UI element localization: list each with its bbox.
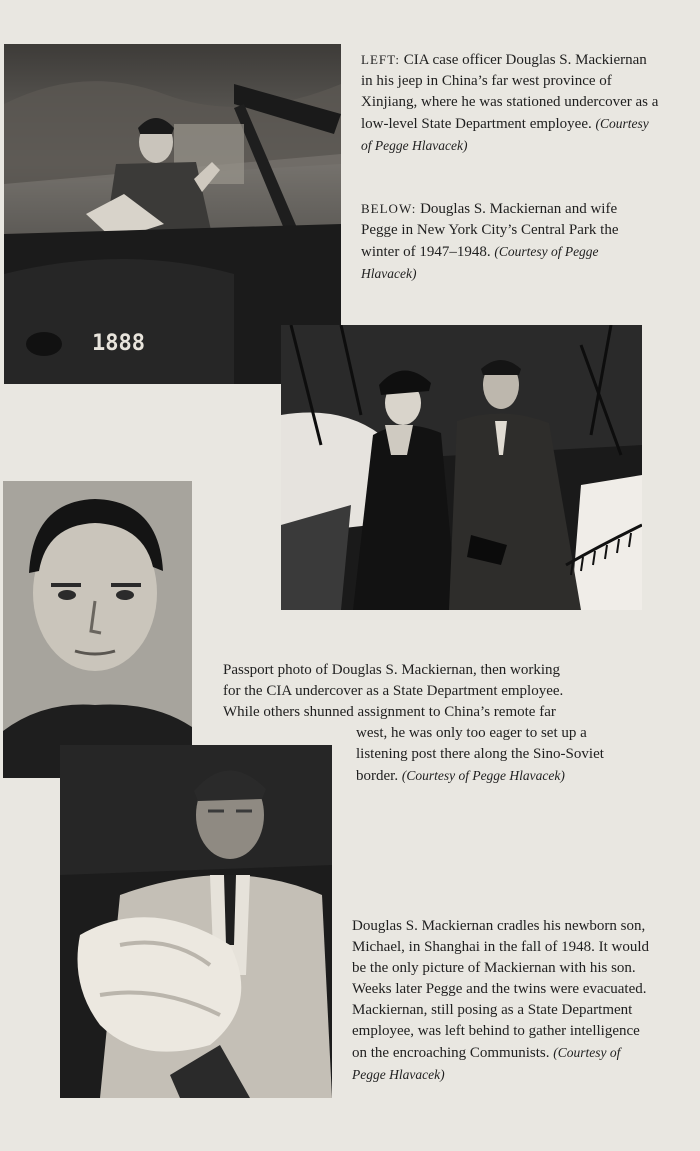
caption-left-credit: (Courtesy of Pegge Hlavacek) [361,116,649,153]
caption-son [352,916,657,1086]
caption-son-text: Douglas S. Mackiernan cradles his newborn son, Michael, in Shanghai in the fall of 1948. It would be the only picture of Mackiernan with his son. Weeks later Pegge and the twins were evacuated. Mackiernan, still posing as a State Department employee, was left behind to gather intelligence on the encroaching Communists. [352,918,650,1061]
caption-passport-line-2: for the CIA undercover as a State Department employee. [223,683,564,699]
jeep-plate-number: 1888 [92,331,145,356]
caption-left-label: LEFT: [361,52,401,67]
caption-passport-line-1: Passport photo of Douglas S. Mackiernan, then working [223,662,561,678]
photo-central-park-couple [281,325,642,610]
caption-passport-line-6: border. [356,768,399,784]
photo-passport-portrait [3,481,192,778]
caption-left-text: CIA case officer Douglas S. Mackiernan in his jeep in China’s far west province of Xinjiang, where he was stationed undercover as a low-level State Department employee. [361,52,659,132]
caption-passport-line-3: While others shunned assignment to China’s remote far [223,704,556,720]
caption-below [361,198,651,285]
caption-below-credit: (Courtesy of Pegge Hlavacek) [361,244,599,281]
photo-father-newborn [60,745,332,1098]
caption-below-label: BELOW: [361,201,417,216]
caption-left [361,49,661,157]
caption-passport-line-5: listening post there along the Sino-Soviet [356,746,604,762]
caption-son-credit: (Courtesy of Pegge Hlavacek) [352,1045,621,1082]
caption-below-text: Douglas S. Mackiernan and wife Pegge in New York City’s Central Park the winter of 1947–1948. [361,201,619,260]
caption-passport-credit: (Courtesy of Pegge Hlavacek) [401,768,565,783]
caption-passport-line-4: west, he was only too eager to set up a [356,725,587,741]
